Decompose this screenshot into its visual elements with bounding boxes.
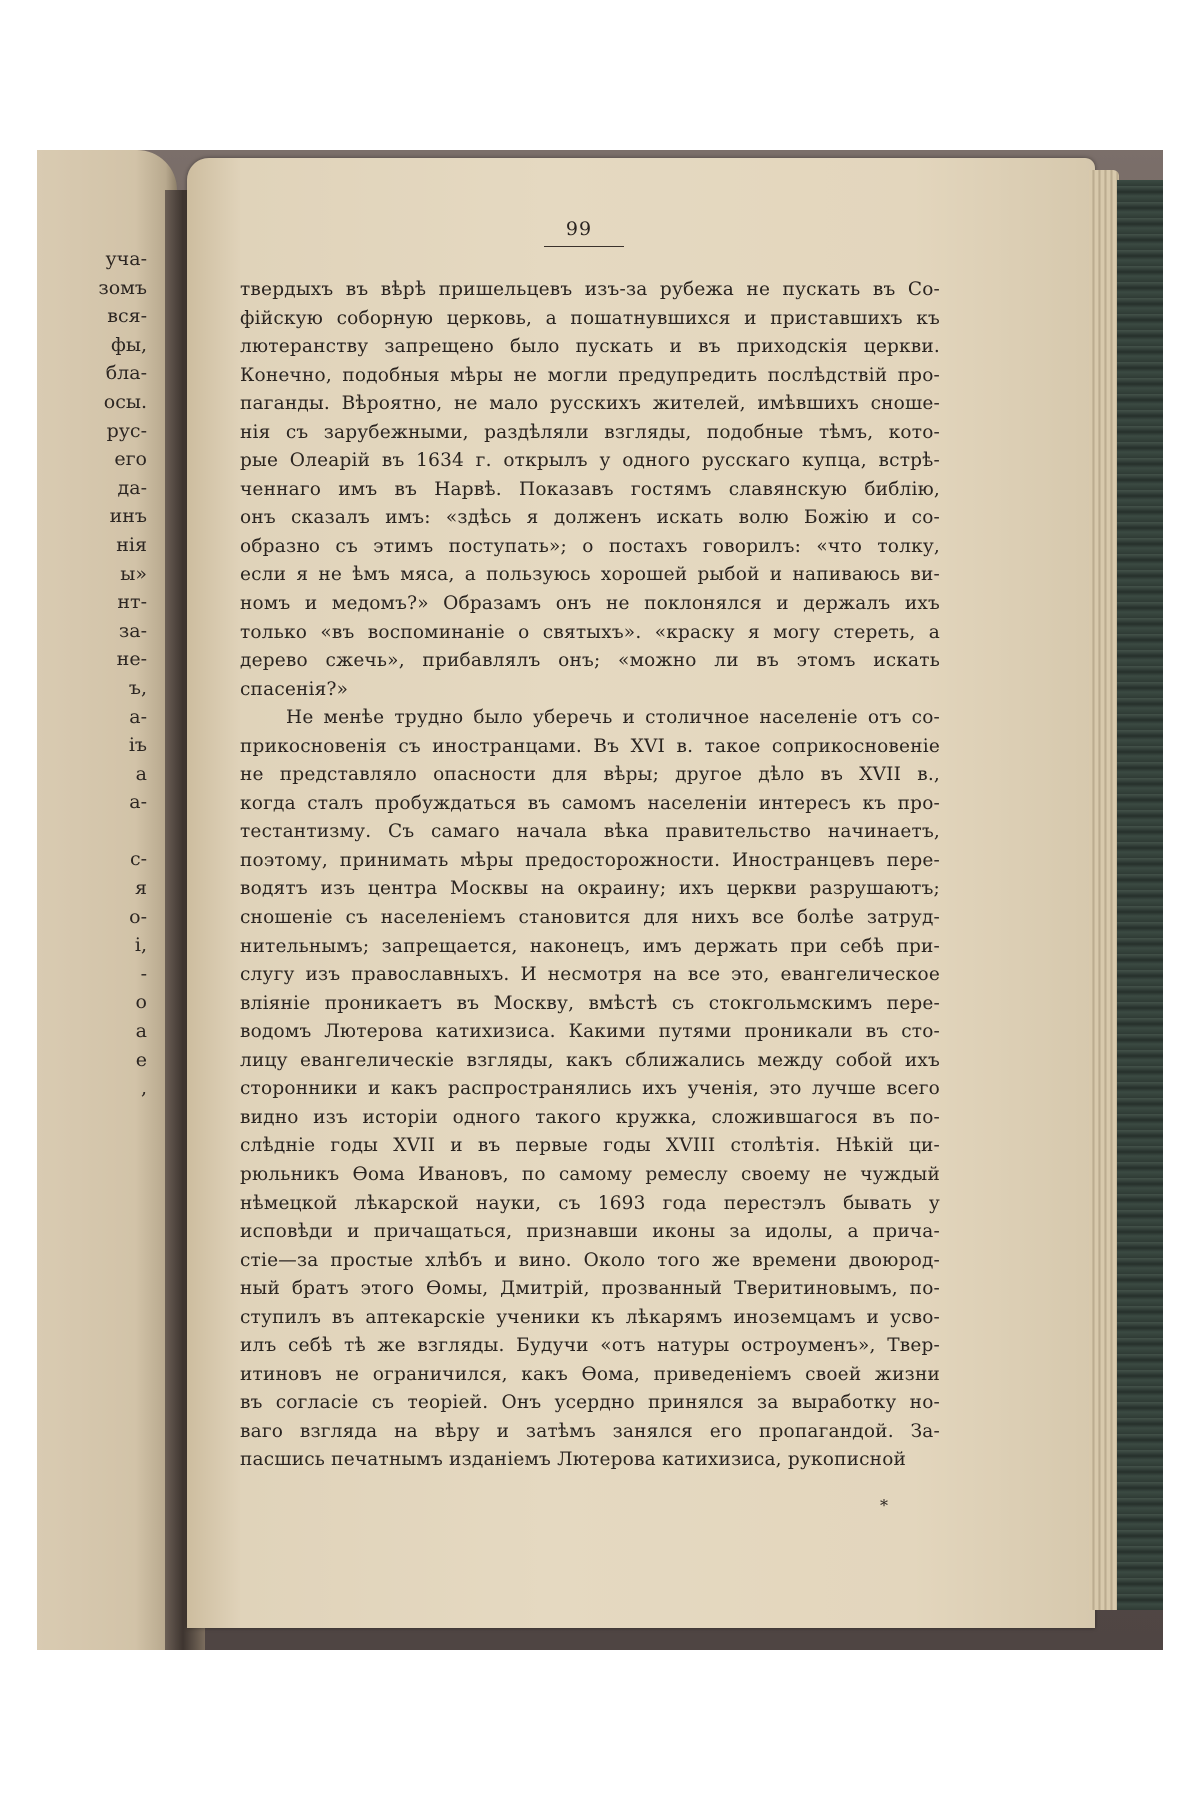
left-page-fragment: іъ	[128, 734, 147, 757]
left-page-fragment: бла-	[105, 362, 147, 385]
text-line: видно изъ исторіи одного такого кружка, сложившагося въ по-	[240, 1106, 940, 1128]
text-line: стіе—за простые хлѣбъ и вино. Около того же времени двоюрод-	[240, 1249, 940, 1271]
left-page-fragment: рус-	[106, 419, 147, 442]
left-page-fragment: і,	[134, 934, 147, 957]
page-body-text	[240, 276, 940, 1475]
left-page-fragment: а	[135, 762, 147, 785]
text-line: водомъ Лютерова катихизиса. Какими путями проникали въ сто-	[240, 1021, 940, 1043]
left-page-text	[37, 245, 147, 1103]
left-page-fragment: фы,	[110, 333, 147, 356]
text-line: слугу изъ православныхъ. И несмотря на все это, евангелическое	[240, 964, 940, 986]
text-line: Конечно, подобныя мѣры не могли предупредить послѣдствій про-	[240, 364, 940, 386]
page-stack-edges	[1089, 170, 1119, 1610]
text-line: только «въ воспоминаніе о святыхъ». «краску я могу стереть, а	[240, 621, 940, 643]
left-page-fragment: о-	[129, 905, 147, 928]
text-line: сношеніе съ населеніемъ становится для нихъ все болѣе затруд-	[240, 907, 940, 929]
text-line: итиновъ не ограничился, какъ Ѳома, приведеніемъ своей жизни	[240, 1363, 940, 1385]
text-line: сторонники и какъ распространялись ихъ ученія, это лучше всего	[240, 1078, 940, 1100]
text-line: слѣдніе годы XVII и въ первые годы XVIII столѣтія. Нѣкій ци-	[240, 1135, 940, 1157]
left-page-fragment: а	[135, 1020, 147, 1043]
left-page-fragment: осы.	[103, 390, 147, 413]
left-page-fragment: нія	[116, 533, 147, 556]
text-line: лютеранству запрещено было пускать и въ приходскія церкви.	[240, 336, 940, 358]
text-line: спасенія?»	[240, 678, 349, 700]
text-line: въ согласіе съ теоріей. Онъ усердно принялся за выработку но-	[240, 1392, 940, 1414]
text-line: вліяніе проникаетъ въ Москву, вмѣстѣ съ стокгольмскимъ пере-	[240, 992, 940, 1014]
left-page-fragment: уча-	[105, 248, 147, 270]
left-page-fragment: инъ	[109, 505, 147, 528]
footer-mark: *	[880, 1496, 888, 1515]
text-line: водятъ изъ центра Москвы на окраину; ихъ церкви разрушаютъ;	[240, 878, 940, 900]
text-line: прикосновенія съ иностранцами. Въ XVI в. такое соприкосновеніе	[240, 735, 940, 757]
text-line: нія съ зарубежными, раздѣляли взгляды, подобные тѣмъ, кото-	[240, 421, 940, 443]
text-line: исповѣди и причащаться, признавши иконы за идолы, а прича-	[240, 1221, 940, 1243]
text-line: паганды. Вѣроятно, не мало русскихъ жителей, имѣвшихъ сноше-	[240, 393, 940, 415]
left-page-fragment: зомъ	[98, 276, 147, 299]
left-page-fragment: его	[114, 448, 147, 471]
text-line: ный братъ этого Ѳомы, Дмитрій, прозванный Тверитиновымъ, по-	[240, 1278, 940, 1300]
text-line: тестантизму. Съ самаго начала вѣка правительство начинаетъ,	[240, 821, 940, 843]
text-line: не представляло опасности для вѣры; другое дѣло въ XVII в.,	[240, 764, 940, 786]
text-line: рюльникъ Ѳома Ивановъ, по самому ремеслу своему не чуждый	[240, 1163, 940, 1185]
left-page-fragment: не-	[116, 648, 147, 671]
left-page-fragment: да-	[117, 476, 147, 499]
left-page-fragment: о	[135, 991, 147, 1014]
text-line: номъ и медомъ?» Образамъ онъ не поклонялся и держалъ ихъ	[240, 593, 940, 615]
text-line: дерево сжечь», прибавлялъ онъ; «можно ли въ этомъ искать	[240, 650, 940, 672]
left-page-fragment: за-	[118, 619, 147, 642]
left-page-fragment: я	[135, 877, 147, 900]
text-line: илъ себѣ тѣ же взгляды. Будучи «отъ натуры остроуменъ», Твер-	[240, 1335, 940, 1357]
left-page-fragment: ы»	[120, 562, 147, 585]
left-page-fragment: ъ,	[128, 676, 147, 699]
text-line: ступилъ въ аптекарскіе ученики къ лѣкарямъ иноземцамъ и усво-	[240, 1306, 940, 1328]
text-line: если я не ѣмъ мяса, а пользуюсь хорошей рыбой и напиваюсь ви-	[240, 564, 940, 586]
text-line: онъ сказалъ имъ: «здѣсь я долженъ искать волю Божію и со-	[240, 507, 940, 529]
text-line: ченнаго имъ въ Нарвѣ. Показавъ гостямъ славянскую библію,	[240, 478, 940, 500]
left-page-fragment: -	[140, 962, 147, 985]
text-line: лицу евангелическіе взгляды, какъ сближались между собой ихъ	[240, 1049, 940, 1071]
text-line: нительнымъ; запрещается, наконецъ, имъ держать при себѣ при-	[240, 935, 940, 957]
text-line: когда сталъ пробуждаться въ самомъ населеніи интересъ къ про-	[240, 792, 940, 814]
text-line: твердыхъ въ вѣрѣ пришельцевъ изъ-за рубежа не пускать въ Со-	[240, 279, 940, 300]
text-line: фійскую соборную церковь, а пошатнувшихся и приставшихъ къ	[240, 307, 940, 329]
left-page	[37, 150, 177, 1650]
left-page-fragment	[37, 817, 147, 846]
left-page-fragment: е	[135, 1048, 147, 1071]
book-cover	[1117, 180, 1163, 1610]
text-line: образно съ этимъ поступать»; о постахъ говорилъ: «что толку,	[240, 535, 940, 557]
text-line: Не менѣе трудно было уберечь и столичное населеніе отъ со-	[286, 707, 940, 729]
text-line: нѣмецкой лѣкарской науки, съ 1693 года перестэлъ бывать у	[240, 1192, 940, 1214]
left-page-fragment: а-	[129, 791, 147, 814]
text-line: ваго взгляда на вѣру и затѣмъ занялся его пропагандой. За-	[240, 1420, 940, 1442]
page-number-rule	[544, 246, 624, 247]
page-number: 99	[565, 218, 593, 240]
left-page-fragment: а-	[129, 705, 147, 728]
left-page-fragment: с-	[129, 848, 147, 871]
left-page-fragment: вся-	[107, 305, 147, 328]
left-page-fragment: ,	[140, 1077, 147, 1100]
text-line: пасшись печатнымъ изданіемъ Лютерова катихизиса, рукописной	[240, 1449, 907, 1471]
text-line: рые Олеарій въ 1634 г. открылъ у одного русскаго купца, встрѣ-	[240, 450, 940, 472]
left-page-fragment: нт-	[117, 591, 147, 614]
text-line: поэтому, принимать мѣры предосторожности. Иностранцевъ пере-	[240, 849, 940, 871]
